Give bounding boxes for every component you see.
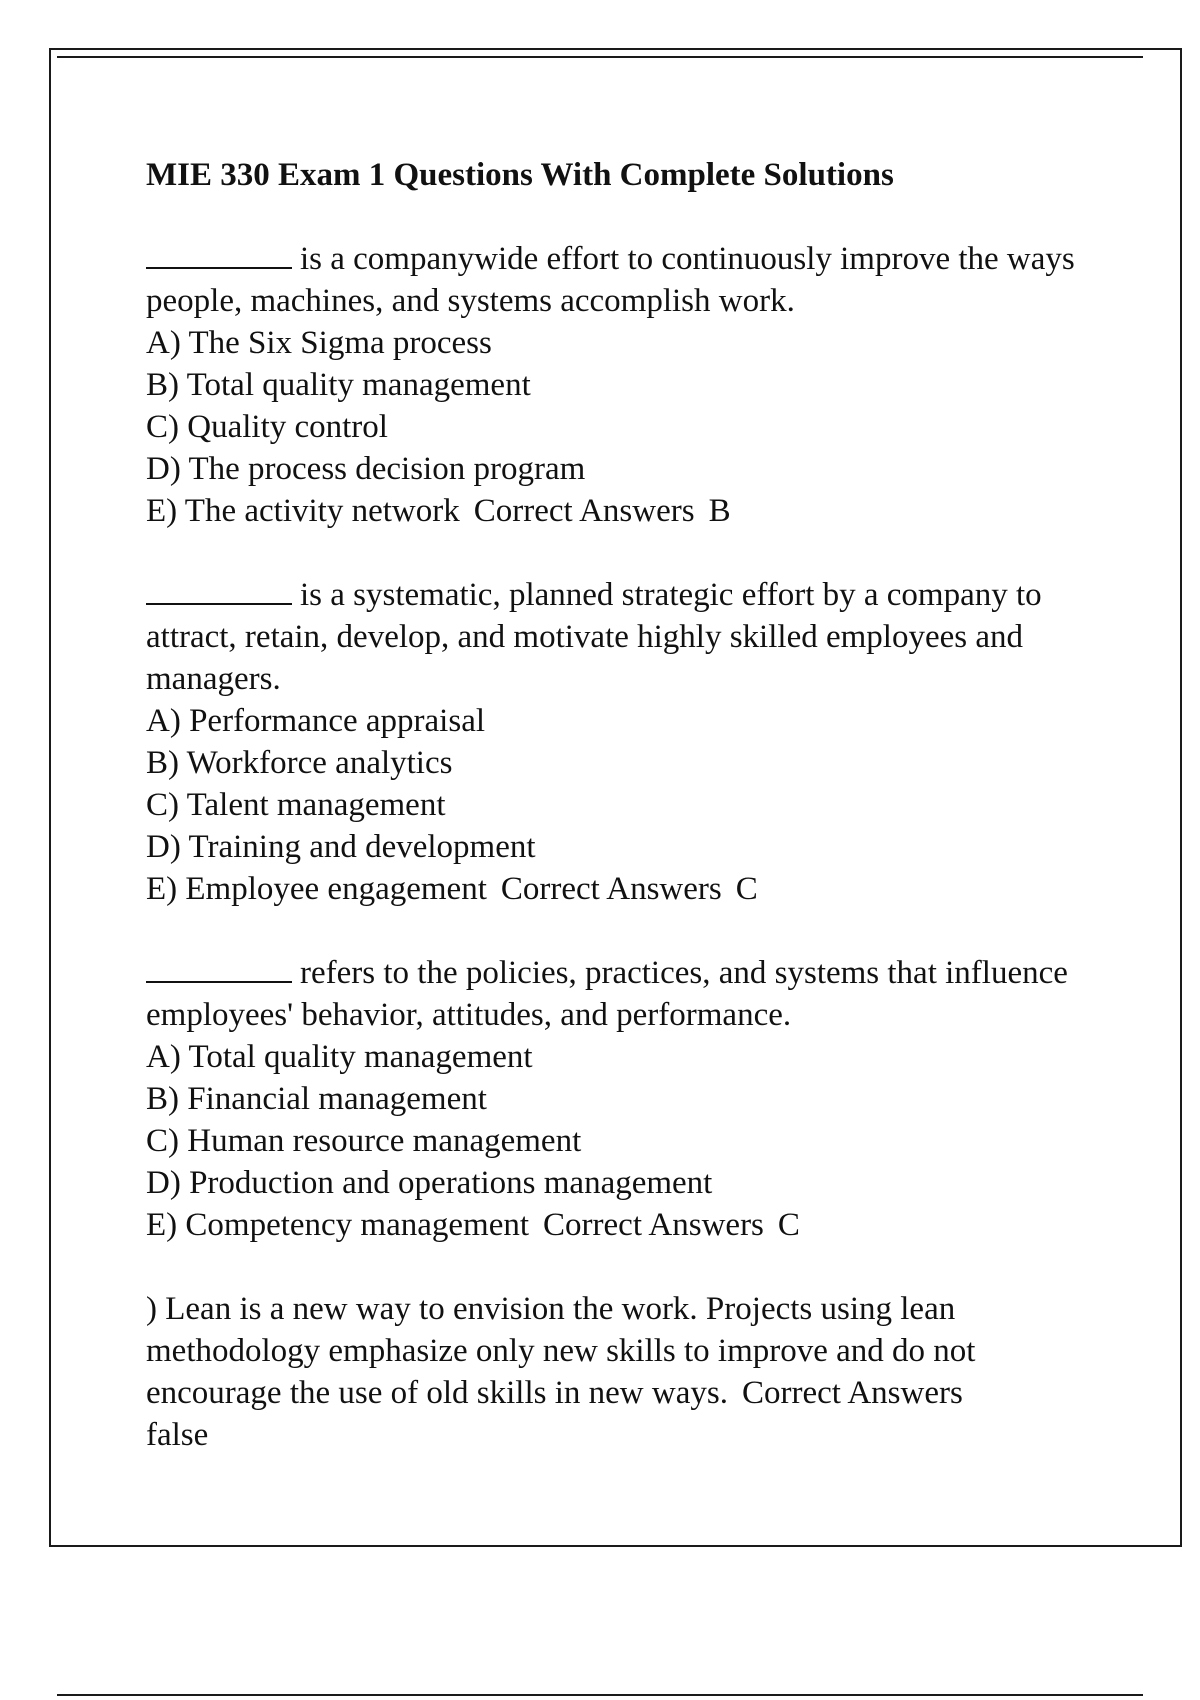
correct-answer-value: B	[708, 493, 731, 529]
answer-option: A) Total quality management	[146, 1039, 533, 1075]
answer-option: D) Training and development	[146, 829, 536, 865]
correct-answers-label: Correct Answers	[741, 1375, 963, 1411]
answer-option: C) Talent management	[146, 787, 446, 823]
fill-in-blank	[146, 575, 292, 605]
answer-option: C) Quality control	[146, 409, 388, 445]
correct-answers-label: Correct Answers	[500, 871, 722, 907]
answer-option: C) Human resource management	[146, 1123, 582, 1159]
question-2	[146, 574, 1106, 910]
answer-option: B) Total quality management	[146, 367, 531, 403]
question-3	[146, 952, 1106, 1246]
document-body	[146, 154, 1106, 1498]
document-title: MIE 330 Exam 1 Questions With Complete Solutions	[146, 157, 894, 193]
question-stem: is a companywide effort to continuously improve the ways people, machines, and systems accomplish work.	[146, 241, 1075, 319]
answer-option: D) The process decision program	[146, 451, 586, 487]
correct-answers-label: Correct Answers	[473, 493, 695, 529]
question-stem: ) Lean is a new way to envision the work. Projects using lean methodology emphasize only new skills to improve and do not encourage the use of old skills in new ways. Correct Answers false	[146, 1291, 976, 1453]
answer-option: A) The Six Sigma process	[146, 325, 492, 361]
question-4	[146, 1288, 1106, 1456]
question-1	[146, 238, 1106, 532]
answer-option: B) Workforce analytics	[146, 745, 453, 781]
answer-option-last: E) The activity network Correct Answers B	[146, 493, 731, 529]
correct-answer-value: C	[777, 1207, 800, 1243]
correct-answer-value: false	[146, 1417, 209, 1453]
fill-in-blank	[146, 953, 292, 983]
answer-option: D) Production and operations management	[146, 1165, 713, 1201]
answer-option: A) Performance appraisal	[146, 703, 486, 739]
frame-top-rule	[57, 56, 1143, 58]
correct-answers-label: Correct Answers	[543, 1207, 764, 1243]
question-stem: refers to the policies, practices, and systems that influence employees' behavior, attitudes, and performance.	[146, 955, 1068, 1033]
answer-option-last: E) Employee engagement Correct Answers C	[146, 871, 758, 907]
answer-option-last: E) Competency management Correct Answers C	[146, 1207, 800, 1243]
question-stem: is a systematic, planned strategic effort by a company to attract, retain, develop, and motivate highly skilled employees and managers.	[146, 577, 1042, 697]
page-bottom-rule	[57, 1694, 1143, 1696]
answer-option: B) Financial management	[146, 1081, 487, 1117]
correct-answer-value: C	[735, 871, 758, 907]
fill-in-blank	[146, 239, 292, 269]
